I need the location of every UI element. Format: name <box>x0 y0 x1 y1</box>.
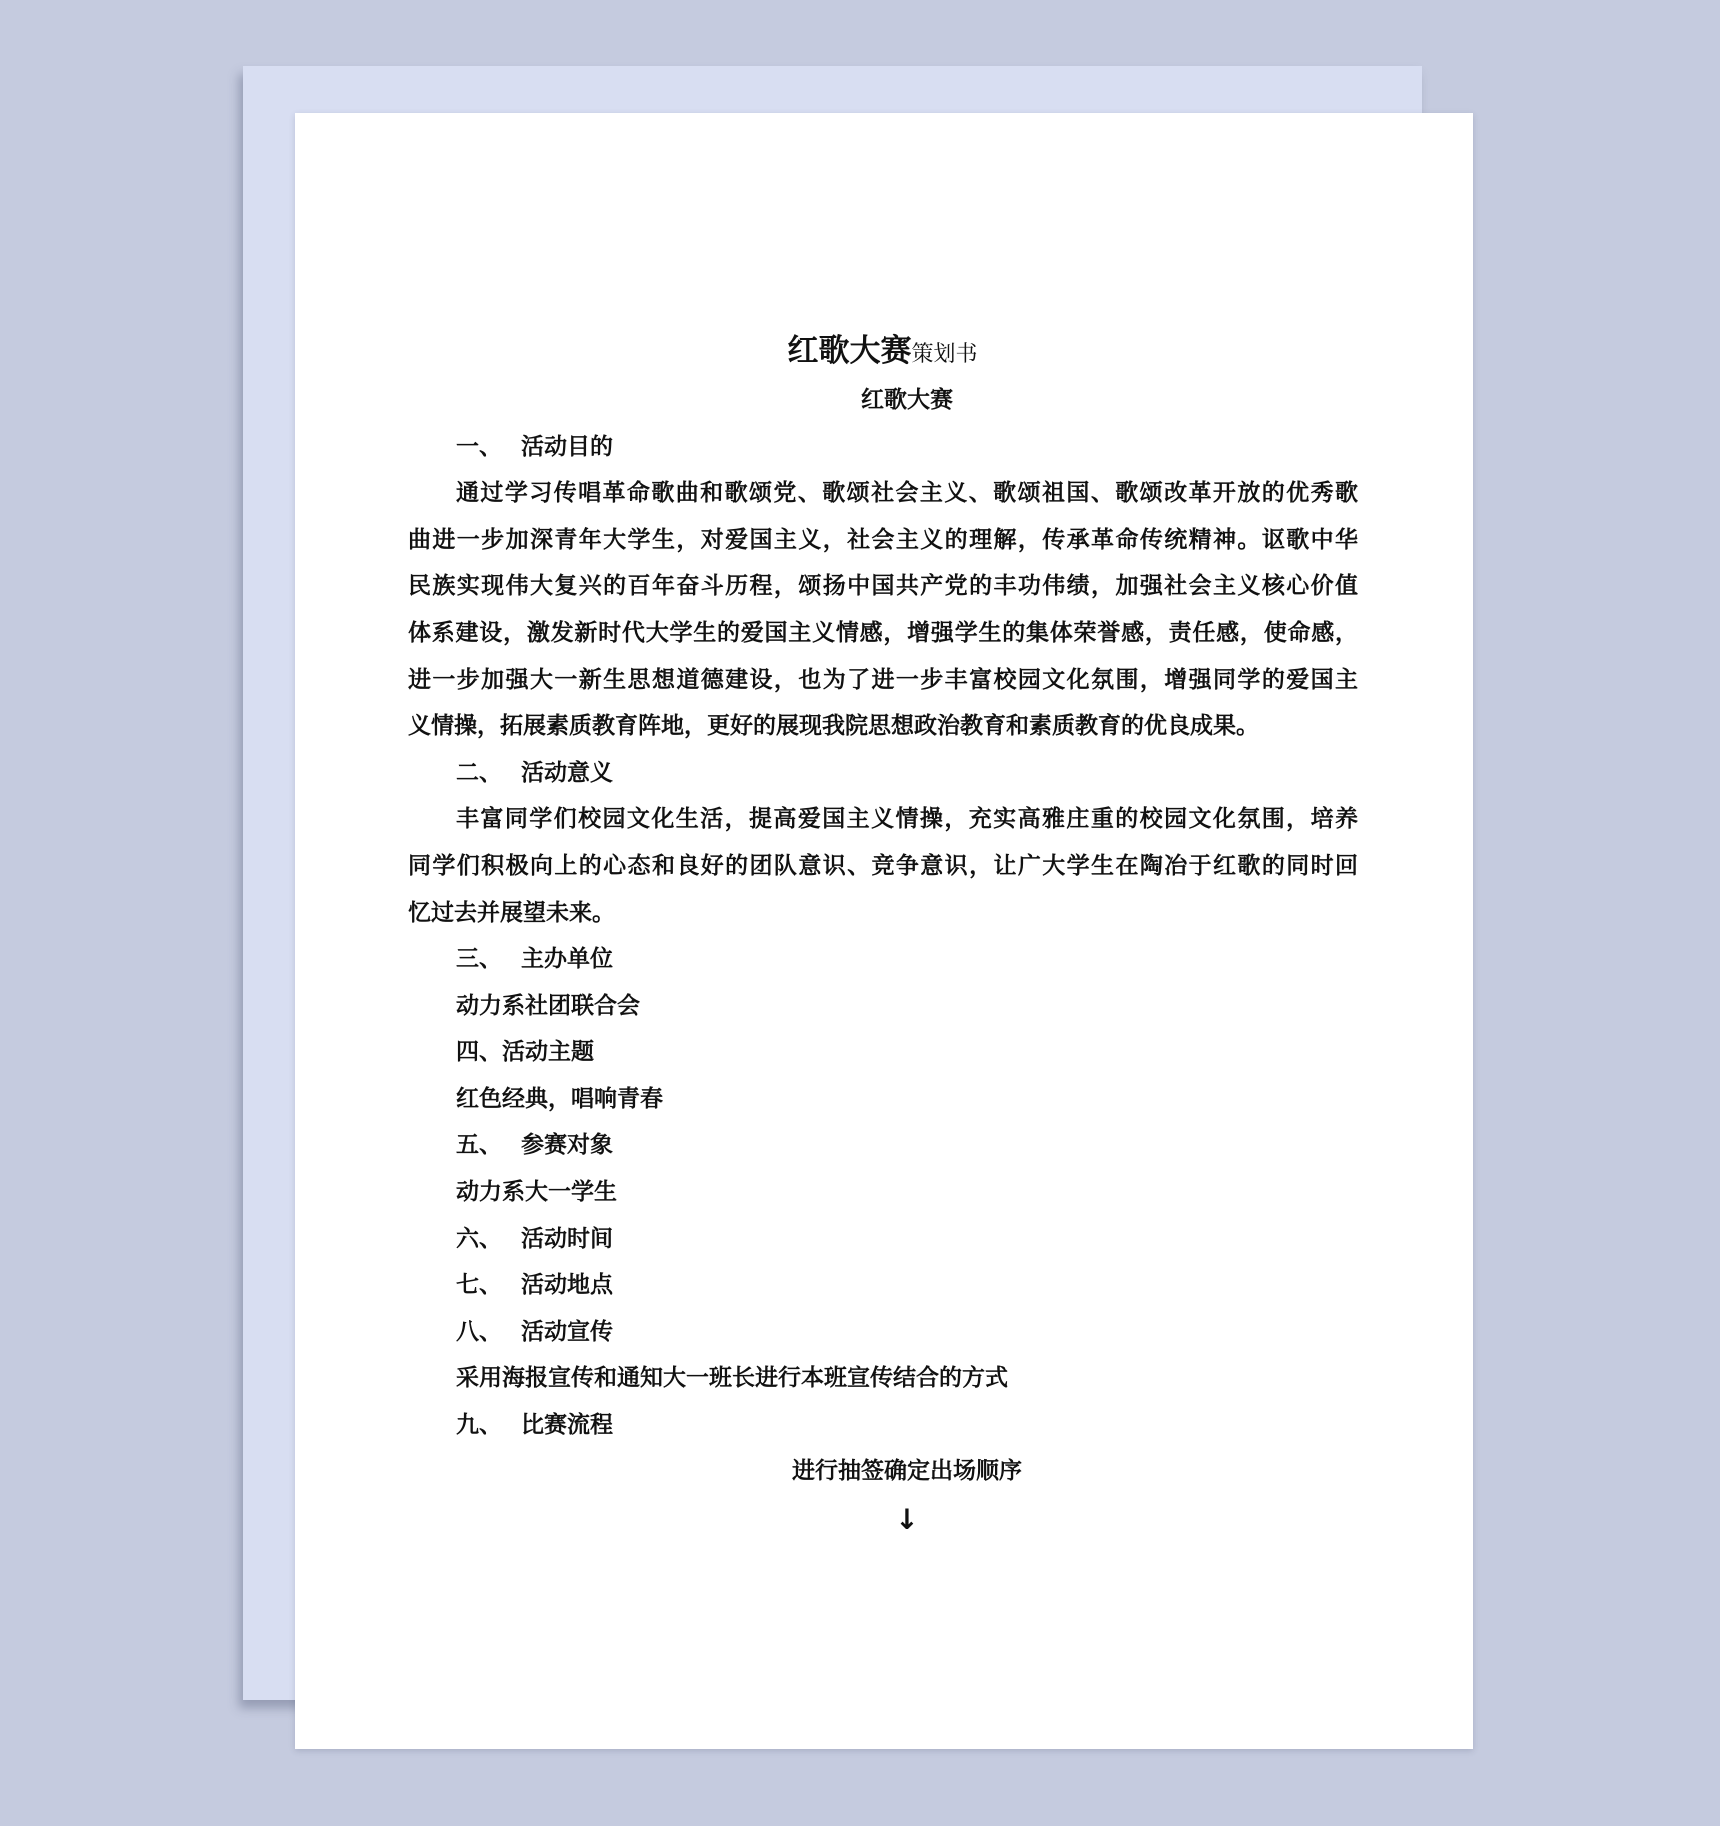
paragraph-line: 忆过去并展望未来。 <box>408 900 615 926</box>
section-label: 比赛流程 <box>521 1412 613 1438</box>
section-number: 五、 <box>456 1132 502 1158</box>
section-text-8: 采用海报宣传和通知大一班长进行本班宣传结合的方式 <box>456 1365 1008 1391</box>
paragraph-line: 民族实现伟大复兴的百年奋斗历程，颂扬中国共产党的丰功伟绩，加强社会主义核心价值 <box>408 573 1358 599</box>
section-number: 七、 <box>456 1272 502 1298</box>
section-label: 活动时间 <box>521 1226 613 1252</box>
section-label: 参赛对象 <box>521 1132 613 1158</box>
paragraph-line: 同学们积极向上的心态和良好的团队意识、竞争意识，让广大学生在陶冶于红歌的同时回 <box>408 853 1358 879</box>
section-heading-8 <box>408 1309 1358 1356</box>
section-label: 主办单位 <box>521 946 613 972</box>
section-number: 一、 <box>456 434 502 460</box>
paragraph-line: 通过学习传唱革命歌曲和歌颂党、歌颂社会主义、歌颂祖国、歌颂改革开放的优秀歌 <box>456 480 1358 506</box>
section-number: 三、 <box>456 946 502 972</box>
section-heading-9 <box>408 1402 1358 1449</box>
paragraph-line: 义情操，拓展素质教育阵地，更好的展现我院思想政治教育和素质教育的优良成果。 <box>408 713 1259 739</box>
section-heading-1 <box>408 424 1358 471</box>
section-label: 活动目的 <box>521 434 613 460</box>
title-main: 红歌大赛 <box>787 333 912 369</box>
section-heading-7 <box>408 1262 1358 1309</box>
flow-step: 进行抽签确定出场顺序 <box>792 1458 1022 1484</box>
section-label: 活动意义 <box>521 760 613 786</box>
paragraph-line: 进一步加强大一新生思想道德建设，也为了进一步丰富校园文化氛围，增强同学的爱国主 <box>408 667 1358 693</box>
section-number: 二、 <box>456 760 502 786</box>
document-title <box>0 325 1720 370</box>
section-heading-2 <box>408 750 1358 797</box>
down-arrow-icon: ↓ <box>895 1503 919 1536</box>
section-label: 活动宣传 <box>521 1319 613 1345</box>
section-text-3: 动力系社团联合会 <box>456 993 640 1019</box>
section-number: 八、 <box>456 1319 502 1345</box>
section-number: 九、 <box>456 1412 502 1438</box>
section-text-4: 红色经典，唱响青春 <box>456 1086 663 1112</box>
section-text-5: 动力系大一学生 <box>456 1179 617 1205</box>
section-label: 活动地点 <box>521 1272 613 1298</box>
section-heading-6 <box>408 1216 1358 1263</box>
section-heading-5 <box>408 1122 1358 1169</box>
paragraph-line: 丰富同学们校园文化生活，提高爱国主义情操，充实高雅庄重的校园文化氛围，培养 <box>456 806 1358 832</box>
section-heading-4: 四、活动主题 <box>456 1039 594 1065</box>
section-number: 六、 <box>456 1226 502 1252</box>
paragraph-line: 曲进一步加深青年大学生，对爱国主义，社会主义的理解，传承革命传统精神。讴歌中华 <box>408 527 1358 553</box>
section-heading-3 <box>408 936 1358 983</box>
paragraph-line: 体系建设，激发新时代大学生的爱国主义情感，增强学生的集体荣誉感，责任感，使命感， <box>408 620 1358 646</box>
title-sub: 策划书 <box>911 342 978 367</box>
subtitle: 红歌大赛 <box>861 387 953 413</box>
